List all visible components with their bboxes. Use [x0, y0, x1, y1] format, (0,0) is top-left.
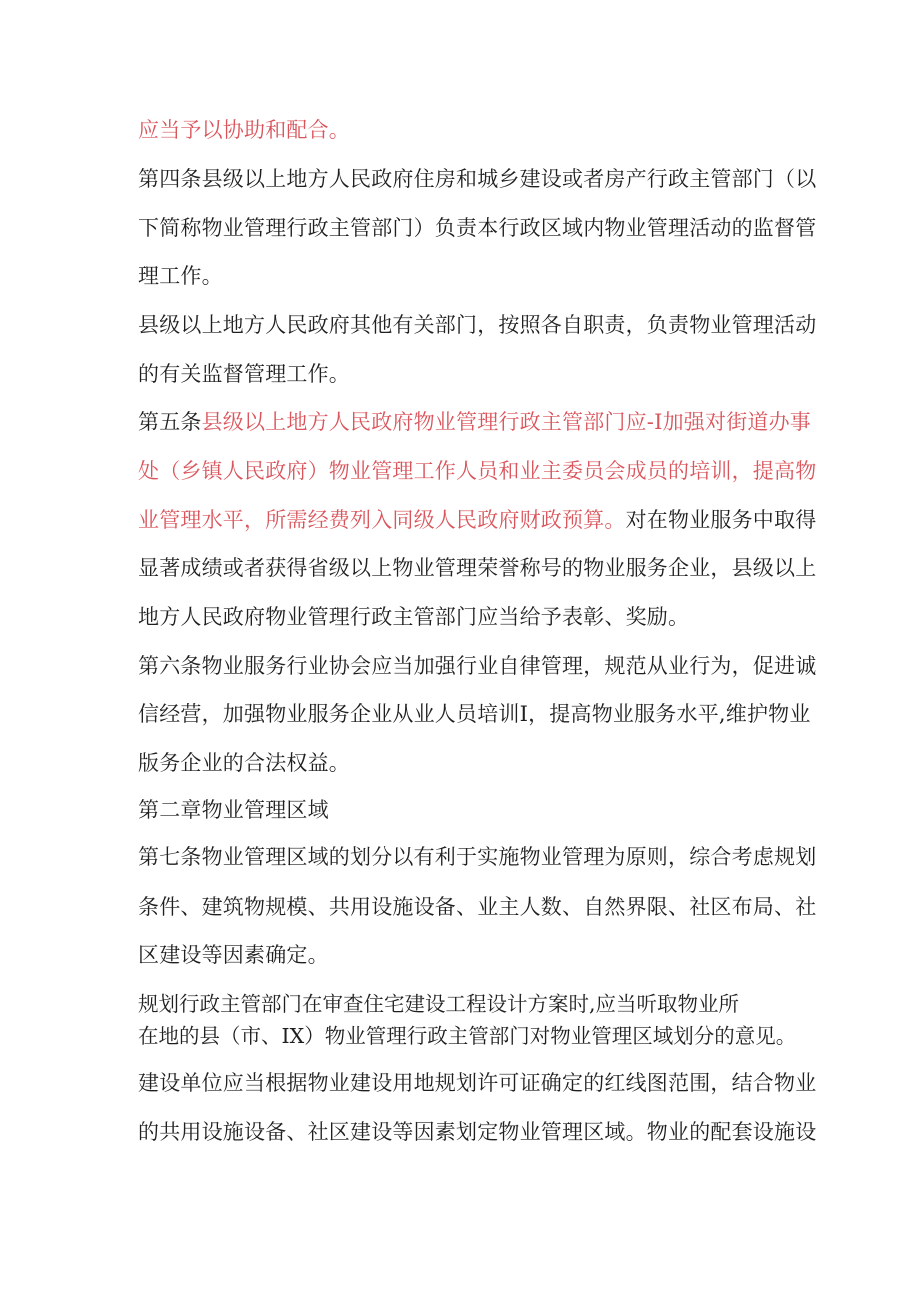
text-line: [138, 506, 817, 534]
text-run-highlighted: 业管理水平，所需经费列入同级人民政府财政预算。: [138, 508, 626, 532]
text-run: 的有关监督管理工作。: [138, 362, 350, 386]
text-line: [138, 941, 788, 969]
text-run: 条件、建筑物规模、共用设施设备、业主人数、自然界限、社区布局、社: [138, 895, 817, 919]
text-line: [138, 1069, 817, 1097]
text-line: [138, 360, 788, 388]
text-run: 区建设等因素确定。: [138, 943, 329, 967]
text-run: 第六条物业服务行业协会应当加强行业自律管理，规范从业行为，促进诚: [138, 654, 817, 678]
text-run-highlighted: 县级以上地方人民政府物业管理行政主管部门应-I加强对街道办事: [201, 410, 811, 434]
text-run: 地方人民政府物业管理行政主管部门应当给予表彰、奖励。: [138, 605, 690, 629]
text-line: [138, 214, 817, 242]
text-line: [138, 457, 817, 485]
text-run: 第二章物业管理区域: [138, 798, 329, 822]
text-line: [138, 554, 817, 582]
text-run: 第五条: [138, 410, 202, 434]
text-line: [138, 652, 817, 680]
text-run: 县级以上地方人民政府其他有关部门，按照各自职责，负责物业管理活动: [138, 313, 817, 337]
text-line: [138, 311, 817, 339]
text-run: 对在物业服务中取得: [625, 508, 817, 532]
text-line: [138, 843, 817, 871]
text-run: 第七条物业管理区域的划分以有利于实施物业管理为原则，综合考虑规划: [138, 845, 817, 869]
text-run: 下简称物业管理行政主管部门）负责本行政区域内物业管理活动的监督管: [138, 216, 817, 240]
text-line: [138, 749, 788, 777]
text-line: [138, 1118, 817, 1146]
section-heading: [138, 796, 788, 824]
text-line: [138, 408, 811, 436]
text-run: 的共用设施设备、社区建设等因素划定物业管理区域。物业的配套设施设: [138, 1120, 817, 1144]
text-run: 在地的县（市、IX）物业管理行政主管部门对物业管理区域划分的意见。: [138, 1024, 797, 1048]
text-run: 版务企业的合法权益。: [138, 751, 350, 775]
text-run: 理工作。: [138, 264, 223, 288]
text-line: [138, 603, 788, 631]
text-run: 规划行政主管部门在审查住宅建设工程设计方案时,应当听取物业所: [138, 992, 740, 1016]
text-run: 显著成绩或者获得省级以上物业管理荣誉称号的物业服务企业，县级以上: [138, 556, 817, 580]
text-line: [138, 165, 817, 193]
text-line: [138, 893, 817, 921]
text-line: [138, 700, 811, 728]
text-run: 第四条县级以上地方人民政府住房和城乡建设或者房产行政主管部门（以: [138, 167, 817, 191]
text-run: 建设单位应当根据物业建设用地规划许可证确定的红线图范围，结合物业: [138, 1071, 817, 1095]
text-run: 信经营，加强物业服务企业从业人员培训I，提高物业服务水平,维护物业: [138, 702, 811, 726]
text-line: [138, 262, 788, 290]
text-run-highlighted: 应当予以协助和配合。: [138, 118, 350, 142]
text-line: [138, 990, 788, 1018]
text-line: [138, 116, 788, 144]
text-line: [138, 1022, 797, 1050]
text-run-highlighted: 处（乡镇人民政府）物业管理工作人员和业主委员会成员的培训，提高物: [138, 459, 817, 483]
